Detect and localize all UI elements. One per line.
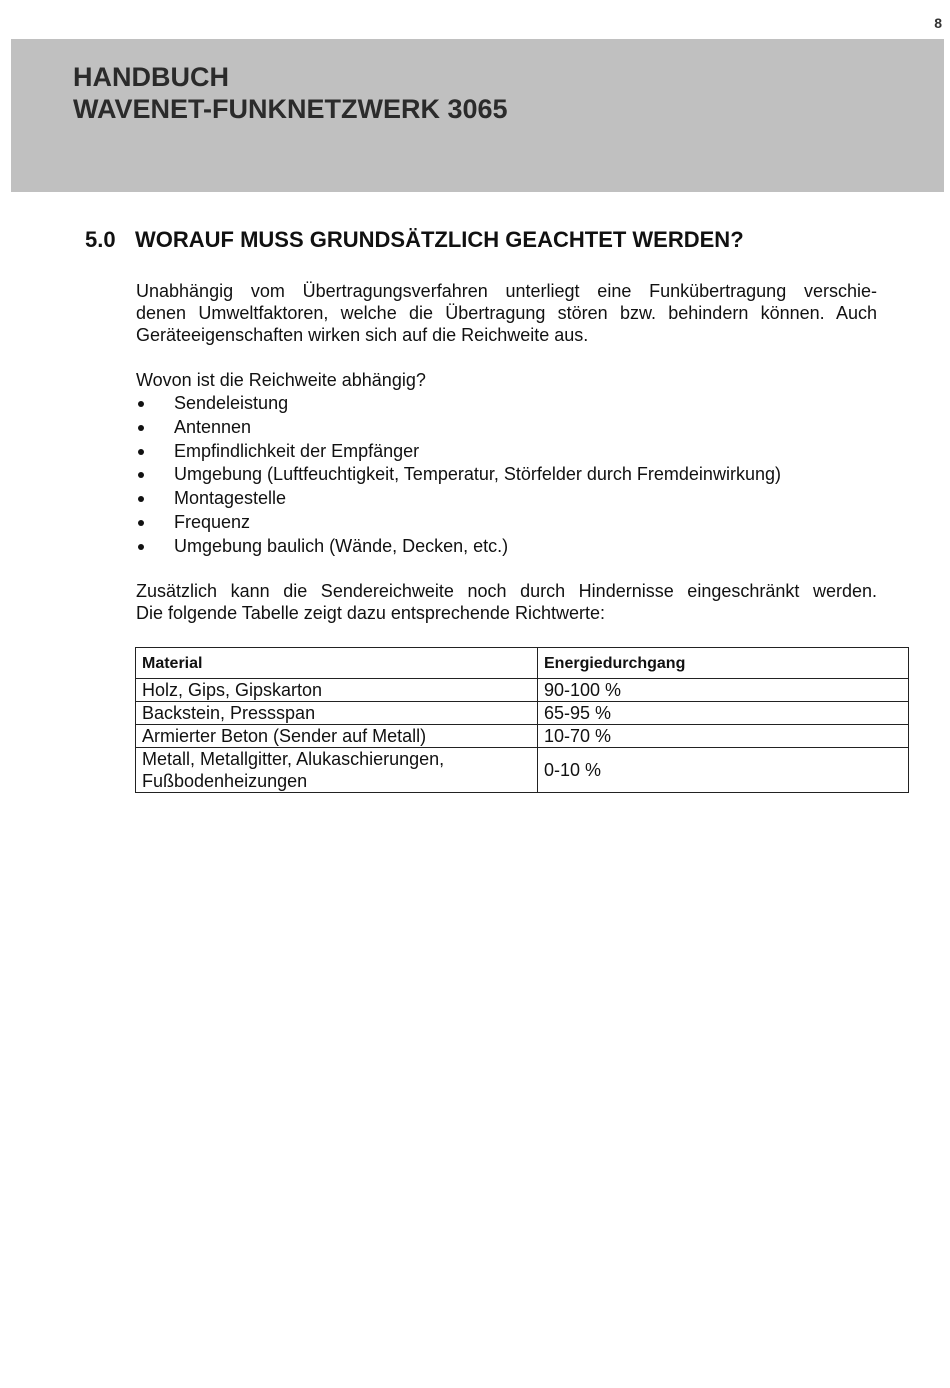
table-row	[136, 679, 909, 702]
material-table-container	[135, 647, 909, 793]
energy-cell: 90-100 %	[538, 679, 909, 702]
list-item	[136, 392, 781, 416]
intro-line: denen Umweltfaktoren, welche die Übertragung stören bzw. behindern können. Auch	[136, 303, 877, 323]
list-item	[136, 440, 781, 464]
bullet-icon	[138, 520, 144, 526]
table-row	[136, 748, 909, 793]
list-item-label: Montagestelle	[174, 488, 287, 509]
section-number: 5.0	[85, 227, 116, 252]
bullet-icon	[138, 496, 144, 502]
document-title-line1: HANDBUCH	[73, 62, 229, 92]
list-item-label: Frequenz	[174, 511, 251, 532]
list-item	[136, 535, 781, 559]
page-number: 8	[934, 15, 942, 31]
bullet-icon	[138, 401, 144, 407]
intro-line: Geräteeigenschaften wirken sich auf die Reichweite aus.	[136, 325, 589, 345]
material-cell: Holz, Gips, Gipskarton	[136, 679, 538, 702]
list-item-label: Sendeleistung	[174, 393, 289, 413]
closing-line: Die folgende Tabelle zeigt dazu entsprechende Richtwerte:	[136, 603, 605, 623]
range-factors-list	[136, 392, 781, 559]
document-header	[11, 39, 944, 192]
material-cell-line: Metall, Metallgitter, Alukaschierungen,	[142, 749, 445, 769]
table-row	[136, 725, 909, 748]
section-title: WORAUF MUSS GRUNDSÄTZLICH GEACHTET WERDEN?	[135, 227, 744, 252]
list-item	[136, 463, 781, 487]
list-item-label: Umgebung baulich (Wände, Decken, etc.)	[174, 535, 509, 556]
list-item-label: Antennen	[174, 416, 252, 437]
document-title	[73, 61, 508, 125]
energy-cell: 10-70 %	[538, 725, 909, 748]
closing-line: Zusätzlich kann die Sendereichweite noch durch Hindernisse eingeschränkt werden.	[136, 581, 877, 601]
column-header-energy: Energiedurchgang	[538, 648, 909, 679]
range-question: Wovon ist die Reichweite abhängig?	[136, 370, 426, 390]
energy-cell: 65-95 %	[538, 702, 909, 725]
bullet-icon	[138, 472, 144, 478]
material-cell: Backstein, Pressspan	[136, 702, 538, 725]
material-cell-line: Fußbodenheizungen	[142, 771, 308, 791]
column-header-material: Material	[136, 648, 538, 679]
list-item	[136, 511, 781, 535]
list-item	[136, 416, 781, 440]
material-table	[135, 647, 909, 793]
energy-cell: 0-10 %	[538, 748, 909, 793]
list-item-label: Empfindlichkeit der Empfänger	[174, 440, 420, 461]
intro-paragraph	[136, 280, 877, 346]
closing-paragraph	[136, 580, 877, 624]
bullet-icon	[138, 449, 144, 455]
table-header-row	[136, 648, 909, 679]
list-item	[136, 487, 781, 511]
document-title-line2: WAVENET-FUNKNETZWERK 3065	[73, 94, 508, 124]
bullet-icon	[138, 425, 144, 431]
material-cell: Armierter Beton (Sender auf Metall)	[136, 725, 538, 748]
table-row	[136, 702, 909, 725]
list-item-label: Umgebung (Luftfeuchtigkeit, Temperatur, Störfelder durch Fremdeinwirkung)	[174, 464, 781, 485]
section-heading	[85, 227, 744, 253]
material-cell	[136, 748, 538, 793]
intro-line: Unabhängig vom Übertragungsverfahren unterliegt eine Funkübertragung verschie-	[136, 281, 877, 301]
bullet-icon	[138, 544, 144, 550]
